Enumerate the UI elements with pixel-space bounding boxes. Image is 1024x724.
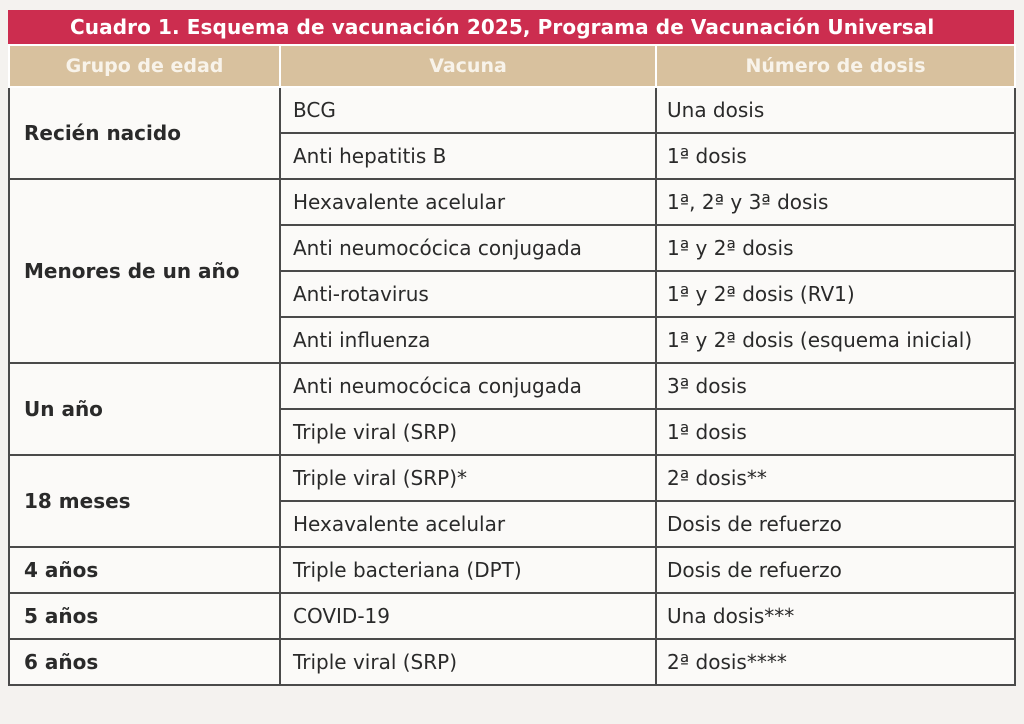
doses-cell: 1ª dosis <box>656 133 1015 179</box>
vaccine-cell: Anti neumocócica conjugada <box>280 363 656 409</box>
table-row <box>9 87 1015 133</box>
header-vaccine: Vacuna <box>280 45 656 87</box>
doses-cell: 1ª, 2ª y 3ª dosis <box>656 179 1015 225</box>
age-group-cell: 6 años <box>9 639 280 685</box>
vaccine-cell: Triple viral (SRP) <box>280 639 656 685</box>
table-row <box>9 593 1015 639</box>
vaccine-cell: Hexavalente acelular <box>280 501 656 547</box>
vaccination-table-card <box>8 10 1014 716</box>
vaccine-cell: Anti influenza <box>280 317 656 363</box>
vaccine-cell: Anti neumocócica conjugada <box>280 225 656 271</box>
age-group-cell: Un año <box>9 363 280 455</box>
doses-cell: 2ª dosis** <box>656 455 1015 501</box>
header-age-group: Grupo de edad <box>9 45 280 87</box>
vaccine-cell: Anti-rotavirus <box>280 271 656 317</box>
doses-cell: Dosis de refuerzo <box>656 501 1015 547</box>
header-row <box>9 45 1015 87</box>
header-dose-count: Número de dosis <box>656 45 1015 87</box>
table-row <box>9 547 1015 593</box>
doses-cell: 1ª y 2ª dosis <box>656 225 1015 271</box>
vaccination-schedule-table <box>8 44 1016 686</box>
vaccine-cell: Hexavalente acelular <box>280 179 656 225</box>
doses-cell: 1ª y 2ª dosis (esquema inicial) <box>656 317 1015 363</box>
table-row <box>9 455 1015 501</box>
table-row <box>9 363 1015 409</box>
doses-cell: 1ª y 2ª dosis (RV1) <box>656 271 1015 317</box>
doses-cell: 3ª dosis <box>656 363 1015 409</box>
table-row <box>9 179 1015 225</box>
age-group-cell: 18 meses <box>9 455 280 547</box>
age-group-cell: Menores de un año <box>9 179 280 363</box>
vaccine-cell: Triple bacteriana (DPT) <box>280 547 656 593</box>
age-group-cell: 5 años <box>9 593 280 639</box>
table-row <box>9 639 1015 685</box>
doses-cell: Una dosis <box>656 87 1015 133</box>
doses-cell: Dosis de refuerzo <box>656 547 1015 593</box>
doses-cell: Una dosis*** <box>656 593 1015 639</box>
vaccine-cell: BCG <box>280 87 656 133</box>
table-title: Cuadro 1. Esquema de vacunación 2025, Programa de Vacunación Universal <box>8 10 1014 44</box>
vaccine-cell: Triple viral (SRP)* <box>280 455 656 501</box>
doses-cell: 1ª dosis <box>656 409 1015 455</box>
vaccine-cell: Triple viral (SRP) <box>280 409 656 455</box>
vaccine-cell: Anti hepatitis B <box>280 133 656 179</box>
age-group-cell: 4 años <box>9 547 280 593</box>
vaccine-cell: COVID-19 <box>280 593 656 639</box>
age-group-cell: Recién nacido <box>9 87 280 179</box>
doses-cell: 2ª dosis**** <box>656 639 1015 685</box>
